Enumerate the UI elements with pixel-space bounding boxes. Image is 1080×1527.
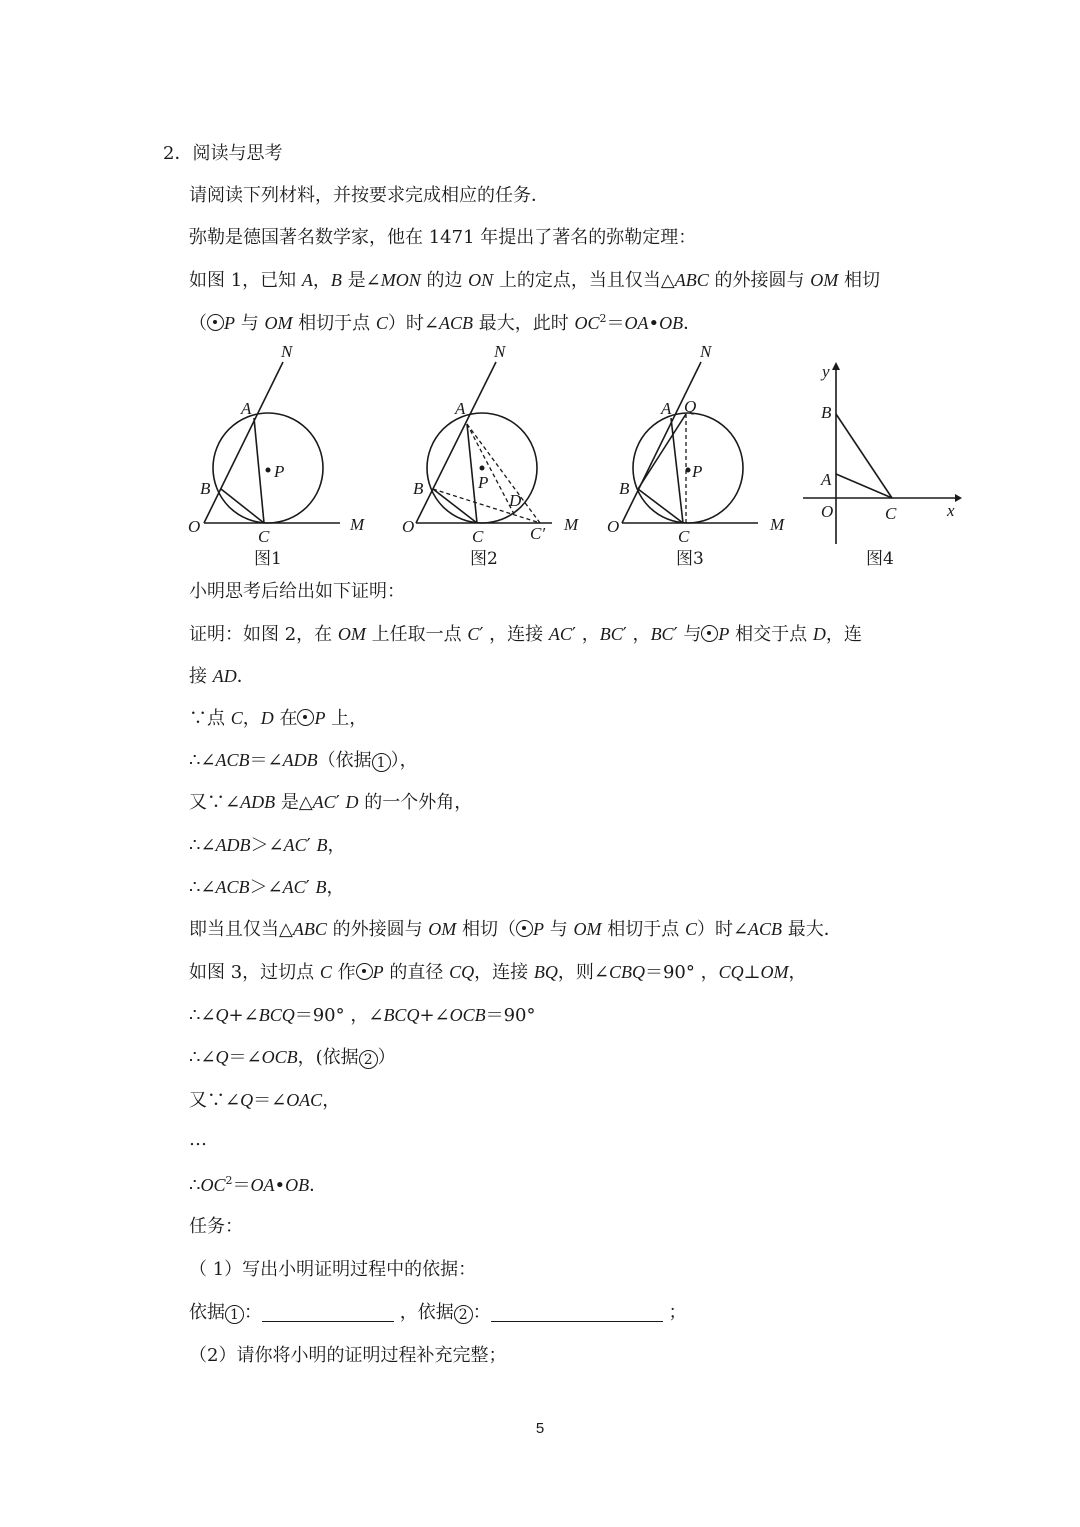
x-axis-arrow xyxy=(955,494,962,502)
svg-text:C′: C′ xyxy=(530,524,546,543)
proof-line-7: ∴∠ACB＞∠AC′ B， xyxy=(189,877,345,898)
svg-text:M: M xyxy=(770,515,785,534)
figure-labels xyxy=(188,342,955,569)
proof-line-3: ∵点 C，D 在 P 上， xyxy=(189,708,368,729)
circle-dot-symbol xyxy=(297,709,314,726)
svg-text:M: M xyxy=(564,515,579,534)
task-1: （ 1）写出小明证明过程中的依据： xyxy=(189,1259,477,1280)
proof-line-6: ∴∠ADB＞∠AC′ B， xyxy=(189,835,346,856)
task-1-answers: 依据 1 ： ，依据 2 ： ； xyxy=(189,1302,687,1323)
proof-line-2: 接 AD． xyxy=(189,666,255,687)
svg-text:N: N xyxy=(494,342,506,361)
proof-line-4: ∴∠ACB＝∠ADB（依据 1 ）， xyxy=(189,750,418,771)
circle-dot-symbol xyxy=(701,625,718,642)
basis-1-answer-blank[interactable] xyxy=(262,1303,394,1322)
svg-text:P: P xyxy=(692,462,703,481)
svg-text:D: D xyxy=(509,491,522,510)
center-point-p2 xyxy=(480,466,485,471)
center-point-p1 xyxy=(266,468,271,473)
proof-line-1: 证明：如图 2，在 OM 上任取一点 C′ ，连接 AC′ ，BC′ ，BC′ 与 P 相交于点 D，连 xyxy=(189,624,862,645)
svg-text:O: O xyxy=(402,517,415,536)
circle-dot-symbol xyxy=(516,920,533,937)
svg-text:P: P xyxy=(274,462,285,481)
question-heading: 2．阅读与思考 xyxy=(163,143,283,164)
svg-text:O: O xyxy=(821,502,834,521)
svg-text:图2: 图2 xyxy=(470,549,498,569)
proof-line-9: 如图 3，过切点 C 作 P 的直径 CQ，连接 BQ，则∠CBQ＝90° ，CQ⊥OM， xyxy=(189,962,807,983)
svg-text:C: C xyxy=(678,527,690,546)
svg-text:图1: 图1 xyxy=(254,549,282,569)
svg-text:B: B xyxy=(619,479,630,498)
svg-text:Q: Q xyxy=(684,397,697,416)
svg-text:M: M xyxy=(350,515,365,534)
svg-text:B: B xyxy=(821,403,832,422)
figure-3 xyxy=(622,362,758,523)
svg-text:C: C xyxy=(885,504,897,523)
basis-1-marker: 1 xyxy=(372,753,391,772)
svg-text:y: y xyxy=(822,362,830,381)
svg-text:O: O xyxy=(188,517,201,536)
svg-text:A: A xyxy=(661,399,672,418)
task-2: （2）请你将小明的证明过程补充完整； xyxy=(189,1345,507,1366)
proof-conclusion: $\therefore OC^2=OA•OB$． xyxy=(189,1174,328,1196)
y-axis-arrow xyxy=(832,362,840,370)
svg-text:B: B xyxy=(413,479,424,498)
geometry-figures xyxy=(0,0,1080,580)
svg-text:P: P xyxy=(478,473,489,492)
tasks-title: 任务： xyxy=(189,1216,243,1237)
proof-line-5: 又∵∠ADB 是△AC′ D 的一个外角， xyxy=(189,792,473,813)
svg-text:N: N xyxy=(700,342,712,361)
svg-text:图3: 图3 xyxy=(676,549,704,569)
theorem-line-1: 如图 1，已知 A，B 是∠MON 的边 ON 上的定点，当且仅当△ABC 的外接圆与 OM 相切 xyxy=(189,270,880,291)
proof-line-11: ∴∠Q＝∠OCB，(依据 2 ） xyxy=(189,1047,396,1068)
svg-text:B: B xyxy=(200,479,211,498)
figure-2 xyxy=(416,362,552,523)
proof-intro: 小明思考后给出如下证明： xyxy=(189,581,405,602)
basis-2-marker: 2 xyxy=(359,1050,378,1069)
proof-line-12: 又∵∠Q＝∠OAC， xyxy=(189,1090,341,1111)
basis-2-marker: 2 xyxy=(454,1305,473,1324)
intro-line-2: 弥勒是德国著名数学家，他在 1471 年提出了著名的弥勒定理： xyxy=(189,227,697,248)
svg-text:C: C xyxy=(472,527,484,546)
svg-text:A: A xyxy=(241,399,252,418)
svg-text:A: A xyxy=(455,399,466,418)
proof-line-10: ∴∠Q+∠BCQ＝90° ，∠BCQ+∠OCB＝90° xyxy=(189,1005,536,1026)
page-number: 5 xyxy=(535,1420,545,1437)
circle-dot-symbol xyxy=(356,963,373,980)
proof-ellipsis: … xyxy=(189,1129,207,1150)
center-point-p3 xyxy=(686,468,691,473)
svg-text:x: x xyxy=(947,501,955,520)
theorem-line-2: （ P 与 OM 相切于点 C）时∠ACB 最大，此时 $OC^2=OA•OB$． xyxy=(189,312,702,334)
svg-text:A: A xyxy=(821,470,832,489)
proof-line-8: 即当且仅当△ABC 的外接圆与 OM 相切（ P 与 OM 相切于点 C）时∠ACB 最大． xyxy=(189,919,842,940)
figure-1 xyxy=(204,362,340,523)
basis-2-answer-blank[interactable] xyxy=(491,1303,663,1322)
svg-text:N: N xyxy=(281,342,293,361)
svg-text:图4: 图4 xyxy=(866,549,894,569)
intro-line-1: 请阅读下列材料，并按要求完成相应的任务． xyxy=(189,185,549,206)
svg-text:C: C xyxy=(258,527,270,546)
basis-1-marker: 1 xyxy=(225,1305,244,1324)
svg-text:O: O xyxy=(607,517,620,536)
